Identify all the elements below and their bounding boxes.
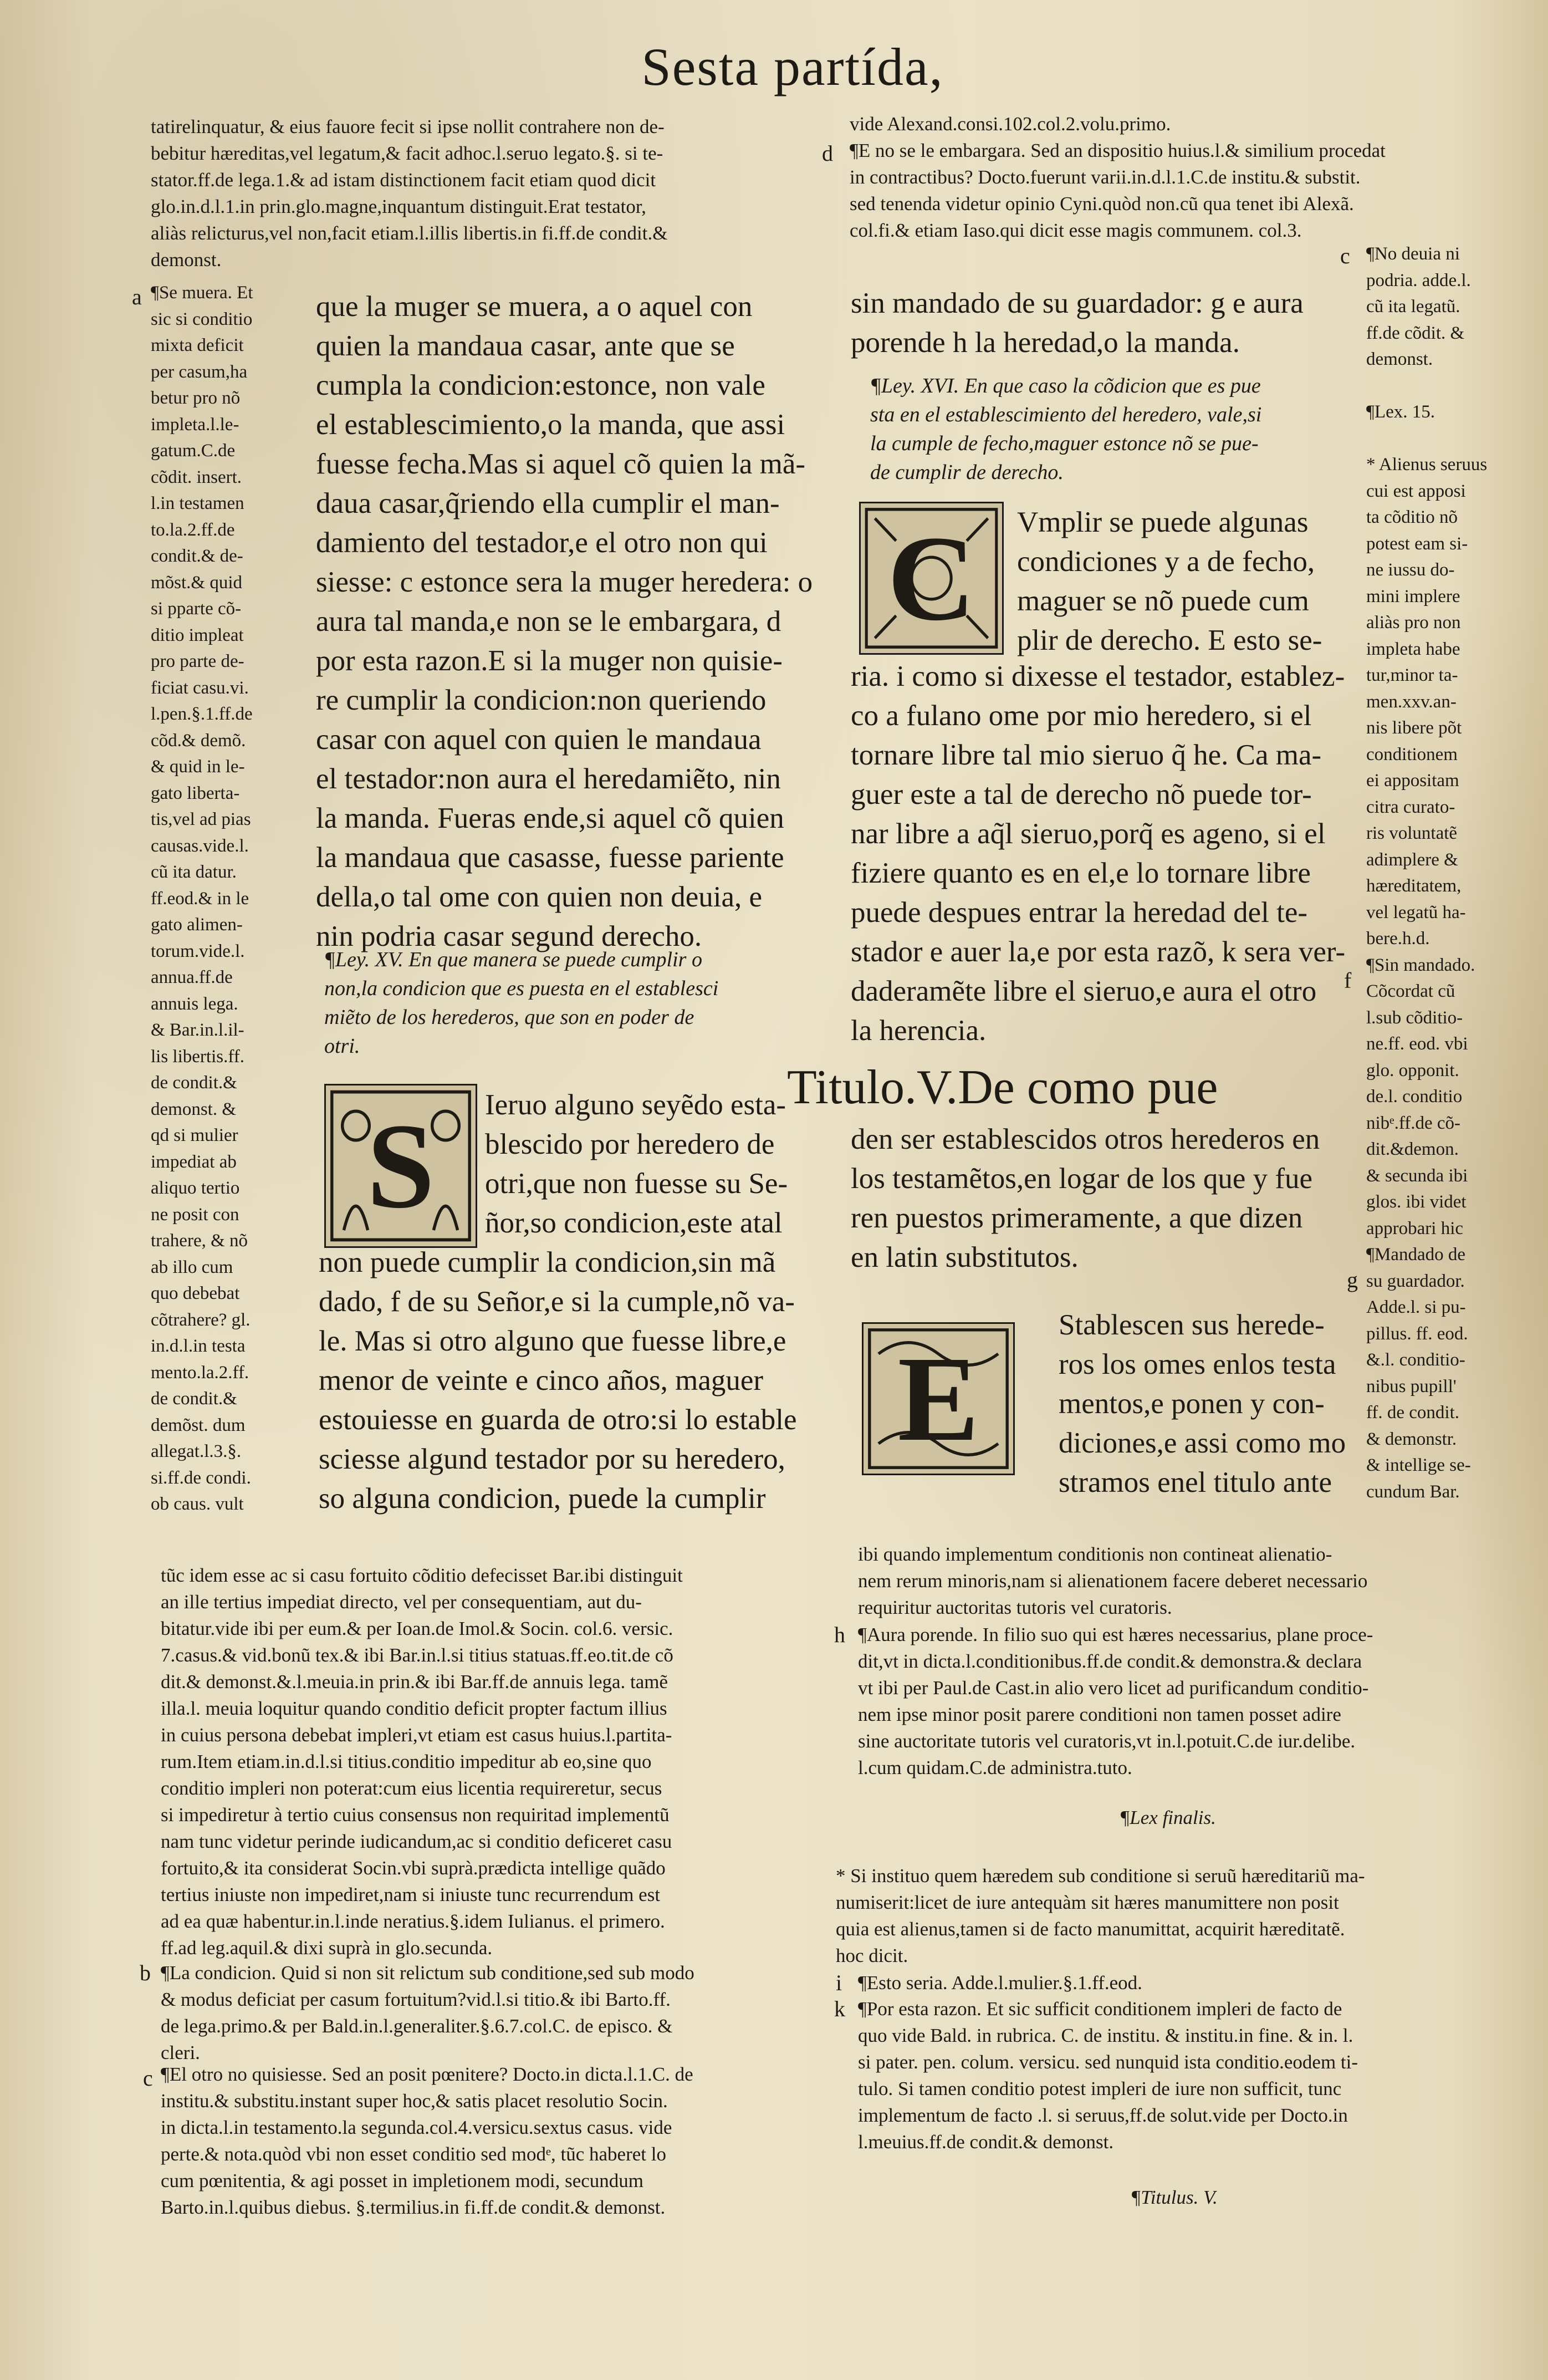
text-line: de cumplir de derecho. (870, 461, 1064, 484)
text-line: nis libere põt (1366, 718, 1462, 738)
text-line: quia est alienus,tamen si de facto manumittat, acquirit hæreditatẽ. (836, 1918, 1345, 1940)
text-line: cundum Bar. (1366, 1481, 1460, 1502)
note-marker-f: f (1344, 968, 1352, 993)
text-line: tertius iniuste non impediret,nam si iniuste tunc recurrendum est (161, 1884, 661, 1905)
text-line: cõtrahere? gl. (151, 1309, 251, 1330)
text-line: si pparte cõ- (151, 599, 242, 619)
text-line: nibus pupill' (1366, 1376, 1457, 1397)
text-line: Adde.l. si pu- (1366, 1297, 1466, 1317)
text-line: quo vide Bald. in rubrica. C. de institu. & institu.in fine. & in. l. (858, 2025, 1353, 2046)
titulo-heading: Titulo.V.De como pue (787, 1061, 1218, 1114)
text-line: estouiesse en guarda de otro:si lo estable (319, 1404, 797, 1436)
gloss-h (858, 1622, 1523, 1781)
text-line: ficiat casu.vi. (151, 677, 249, 698)
text-line: sta en el establescimiento del heredero, vale,si (870, 403, 1262, 426)
text-line: ne.ff. eod. vbi (1366, 1034, 1468, 1054)
text-line: sin mandado de su guardador: g e aura (851, 287, 1304, 319)
gloss-b (161, 1960, 826, 2066)
text-line: ria. i como si dixesse el testador, establez- (851, 660, 1345, 692)
text-line: cõdit. insert. (151, 467, 242, 487)
text-line: l.cum quidam.C.de administra.tuto. (858, 1757, 1132, 1778)
text-line: col.fi.& etiam Iaso.qui dicit esse magis communem. col.3. (850, 220, 1302, 241)
text-line: l.in testamen (151, 493, 244, 513)
ley15-rubric (324, 945, 812, 1061)
text-line: torum.vide.l. (151, 941, 245, 961)
ley16-text (851, 657, 1350, 1051)
text-line: stador e auer la,e por esta razõ, k sera ver- (851, 936, 1346, 968)
text-line: quo debebat (151, 1283, 240, 1303)
text-line: ¶Aura porende. In filio suo qui est hæres necessarius, plane proce- (858, 1624, 1373, 1645)
text-line: ditio impleat (151, 625, 244, 645)
text-line: citra curato- (1366, 797, 1455, 817)
text-line: Cõcordat cũ (1366, 981, 1455, 1001)
text-line: ¶Por esta razon. Et sic sufficit conditionem impleri de facto de (858, 1998, 1342, 2020)
text-line: siesse: c estonce sera la muger heredera: o (316, 566, 813, 598)
text-line: stator.ff.de lega.1.& ad istam distinctionem facit etiam quod dicit (151, 169, 656, 191)
text-line: den ser establescidos otros herederos en (851, 1123, 1320, 1155)
text-line: in dicta.l.in testamento.la segunda.col.4.versicu.sextus casus. vide (161, 2117, 672, 2138)
text-line: mixta deficit (151, 335, 244, 355)
text-line: requiritur auctoritas tutoris vel curatoris. (858, 1597, 1172, 1618)
text-line: tũc idem esse ac si casu fortuito cõditio defecisset Bar.ibi distinguit (161, 1564, 683, 1586)
text-line: trahere, & nõ (151, 1231, 248, 1251)
text-line: de lega.primo.& per Bald.in.l.generaliter.§.6.7.col.C. de episco. & (161, 2015, 673, 2037)
text-line: l.pen.§.1.ff.de (151, 704, 253, 724)
text-line: tulo. Si tamen conditio potest impleri de iure non sufficit, tunc (858, 2078, 1342, 2099)
text-line: sine auctoritate tutoris vel curatoris,vt in.l.potuit.C.de iur.delibe. (858, 1730, 1356, 1752)
text-line: qd si mulier (151, 1125, 238, 1145)
text-line: menor de veinte e cinco años, maguer (319, 1364, 764, 1397)
text-line: la herencia. (851, 1015, 987, 1047)
text-line: ¶Ley. XV. En que manera se puede cumplir o (324, 948, 702, 971)
text-line: ob caus. vult (151, 1494, 244, 1514)
text-line: sed tenenda videtur opinio Cyni.quòd non.cũ qua tenet ibi Alexã. (850, 193, 1354, 215)
text-line: impleta.l.le- (151, 414, 239, 435)
text-line: numiserit:licet de iure antequàm sit hæres manumittere non posit (836, 1892, 1339, 1913)
left-gloss-narrow (151, 280, 295, 1518)
text-line: & secunda ibi (1366, 1165, 1468, 1186)
text-line: hoc dicit. (836, 1945, 908, 1966)
text-line: & demonstr. (1366, 1429, 1457, 1449)
text-line: ñor,so condicion,este atal (485, 1207, 783, 1239)
text-line: si pater. pen. colum. versicu. sed nunquid ista conditio.eodem ti- (858, 2051, 1358, 2073)
text-line: mõst.& quid (151, 572, 243, 593)
text-line: miẽto de los herederos, que son en poder de (324, 1006, 694, 1029)
text-line: tur,minor ta- (1366, 665, 1458, 685)
text-line: Stablescen sus herede- (1059, 1309, 1325, 1341)
gloss-c (161, 2061, 826, 2221)
gloss-i: ¶Esto seria. Adde.l.mulier.§.1.ff.eod. (858, 1972, 1142, 1994)
text-line: ¶El otro no quisiesse. Sed an posit pœnitere? Docto.in dicta.l.1.C. de (161, 2063, 693, 2085)
ley16-text-opening (1017, 503, 1361, 660)
note-marker-c: c (143, 2066, 153, 2091)
text-line: bitatur.vide ibi per eum.& per Ioan.de Imol.& Socin. col.6. versic. (161, 1618, 673, 1639)
note-marker-h: h (834, 1622, 845, 1647)
text-line (1366, 426, 1527, 452)
text-line: de condit.& (151, 1073, 237, 1093)
left-gloss-top (151, 114, 816, 273)
note-marker-i: i (836, 1970, 842, 1995)
text-line: dit.&demon. (1366, 1139, 1459, 1159)
text-line: demõst. dum (151, 1415, 246, 1435)
text-line: conditio impleri non poterat:cum eius licentia requireretur, secus (161, 1777, 662, 1799)
text-line: cũ ita datur. (151, 862, 237, 882)
text-line: ne iussu do- (1366, 560, 1455, 580)
text-line: conditionem (1366, 744, 1458, 765)
text-line: ¶Lex. 15. (1366, 402, 1435, 422)
text-line: & modus deficiat per casum fortuitum?vid.l.si titio.& ibi Barto.ff. (161, 1989, 671, 2010)
text-line: cleri. (161, 2042, 200, 2063)
text-line: la manda. Fueras ende,si aquel cõ quien (316, 802, 784, 834)
text-line: ¶Se muera. Et (151, 283, 253, 303)
text-line: & Bar.in.l.il- (151, 1020, 244, 1040)
titulo-subtitle (851, 1120, 1350, 1277)
ley15-text (319, 1243, 818, 1518)
text-line: tornare libre tal mio sieruo q̃ he. Ca ma- (851, 739, 1322, 771)
text-line: men.xxv.an- (1366, 691, 1457, 712)
text-line: pillus. ff. eod. (1366, 1323, 1468, 1344)
text-line: implementum de facto .l. si seruus,ff.de solut.vide per Docto.in (858, 2104, 1348, 2126)
text-line: cõd.& demõ. (151, 730, 246, 751)
text-line: ad ea quæ habentur.in.l.inde neratius.§.idem Iulianus. el primero. (161, 1910, 665, 1932)
text-line: nem ipse minor posit parere conditioni non tamen posset adire (858, 1704, 1341, 1725)
text-line: potest eam si- (1366, 533, 1468, 554)
text-line: nibᵉ.ff.de cõ- (1366, 1113, 1461, 1133)
text-line (1366, 373, 1527, 400)
text-line: an ille tertius impediat directo, vel per consequentiam, aut du- (161, 1591, 642, 1613)
text-line: lis libertis.ff. (151, 1046, 244, 1067)
text-line: otri,que non fuesse su Se- (485, 1168, 788, 1200)
text-line: aura tal manda,e non se le embargara, d (316, 605, 781, 638)
text-line: si.ff.de condi. (151, 1467, 251, 1488)
initial-letter: E (897, 1331, 979, 1466)
text-line: approbari hic (1366, 1218, 1464, 1239)
text-line: podria. adde.l. (1366, 270, 1471, 291)
text-line: annua.ff.de (151, 967, 233, 987)
text-line: la cumple de fecho,maguer estonce nõ se pue- (870, 432, 1259, 455)
text-line: maguer se nõ puede cum (1017, 585, 1309, 617)
text-line: demonst. (151, 249, 222, 271)
decorated-initial-c (859, 502, 1004, 655)
text-line: ¶Ley. XVI. En que caso la cõdicion que es pue (870, 374, 1261, 397)
text-line: aliàs pro non (1366, 613, 1461, 633)
text-line: mento.la.2.ff. (151, 1362, 249, 1383)
text-line: Vmplir se puede algunas (1017, 506, 1309, 538)
note-marker-a: a (132, 284, 142, 309)
text-line: glo.in.d.l.1.in prin.glo.magne,inquantum distinguit.Erat testator, (151, 196, 646, 217)
text-line: su guardador. (1366, 1271, 1465, 1291)
text-line: gatum.C.de (151, 441, 236, 461)
text-line: ¶La condicion. Quid si non sit relictum sub conditione,sed sub modo (161, 1962, 694, 1984)
text-line: aliquo tertio (151, 1178, 240, 1198)
text-line: puede despues entrar la heredad del te- (851, 896, 1308, 929)
right-gloss-top (850, 111, 1515, 244)
text-line: otri. (324, 1034, 360, 1058)
text-line: institu.& substitu.instant super hoc,& satis placet resolutio Socin. (161, 2090, 668, 2112)
text-line: cum pœnitentia, & agi posset in impletionem modi, secundum (161, 2170, 643, 2192)
text-line: in contractibus? Docto.fuerunt varii.in.d.l.1.C.de institu.& substit. (850, 166, 1361, 188)
initial-letter: S (366, 1098, 435, 1234)
text-line: ¶No deuia ni (1366, 244, 1460, 264)
text-line: adimplere & (1366, 849, 1458, 870)
text-line: ff.ad leg.aquil.& dixi suprà in glo.secunda. (161, 1937, 493, 1959)
note-marker-g: g (1347, 1267, 1358, 1292)
text-line: ¶Sin mandado. (1366, 955, 1475, 975)
text-line: vt ibi per Paul.de Cast.in alio vero licet ad purificandum conditio- (858, 1677, 1369, 1699)
text-line: ei appositam (1366, 771, 1459, 791)
text-line: guer este a tal de derecho nõ puede tor- (851, 778, 1312, 811)
text-line: * Si instituo quem hæredem sub conditione si seruũ hæreditariũ ma- (836, 1865, 1365, 1887)
text-line: los testamẽtos,en logar de los que y fue (851, 1163, 1313, 1195)
text-line: illa.l. meuia loquitur quando conditio deficit propter factum illius (161, 1698, 667, 1719)
text-line: gato alimen- (151, 915, 243, 935)
text-line: nem rerum minoris,nam si alienationem facere deberet necessario (858, 1570, 1368, 1592)
titulus-footer: ¶Titulus. V. (1131, 2187, 1218, 2208)
text-line: vel legatũ ha- (1366, 902, 1466, 923)
star-note (836, 1863, 1523, 1969)
text-line: quien la mandaua casar, ante que se (316, 330, 735, 362)
text-line: bere.h.d. (1366, 929, 1430, 949)
text-line: ne posit con (151, 1204, 239, 1225)
text-line: 7.casus.& vid.bonũ tex.& ibi Bar.in.l.si titius statuas.ff.eo.tit.de cõ (161, 1644, 673, 1666)
text-line: ros los omes enlos testa (1059, 1348, 1336, 1380)
text-line: ff.eod.& in le (151, 888, 249, 909)
text-line: bebitur hæreditas,vel legatum,& facit adhoc.l.seruo legato.§. si te- (151, 142, 663, 164)
text-line: in cuius persona debebat impleri,vt etiam est casus huius.l.partita- (161, 1724, 672, 1746)
text-line: fortuito,& ita considerat Socin.vbi suprà.prædicta intellige quãdo (161, 1857, 666, 1879)
text-line: l.meuius.ff.de condit.& demonst. (858, 2131, 1114, 2153)
text-line: * Alienus seruus (1366, 455, 1488, 475)
text-line: daua casar,q̃riendo ella cumplir el man- (316, 487, 780, 519)
page-header: Sesta partída, (641, 37, 944, 96)
text-line: della,o tal ome con quien non deuia, e (316, 881, 763, 913)
text-line: demonst. & (151, 1099, 236, 1119)
text-line: dit,vt in dicta.l.conditionibus.ff.de condit.& demonstra.& declara (858, 1650, 1362, 1672)
text-line: aliàs relicturus,vel non,facit etiam.l.illis libertis.in fi.ff.de condit.& (151, 222, 668, 244)
text-line: ab illo cum (151, 1257, 233, 1277)
text-line: nar libre a aq̃l sieruo,porq̃ es ageno, si el (851, 818, 1326, 850)
ley16-rubric (870, 371, 1358, 487)
text-line: vide Alexand.consi.102.col.2.volu.primo. (850, 113, 1171, 135)
text-line: en latin substitutos. (851, 1241, 1079, 1273)
text-line: ff.de cõdit. & (1366, 323, 1465, 343)
text-line: ta cõditio nõ (1366, 507, 1458, 527)
text-line: le. Mas si otro alguno que fuesse libre,e (319, 1325, 786, 1357)
text-line: mini implere (1366, 586, 1460, 607)
right-margin-gloss (1366, 241, 1527, 1505)
text-line: daderamẽte libre el sieruo,e aura el otro (851, 975, 1317, 1007)
text-line: nin podria casar segund derecho. (316, 920, 702, 952)
text-line: ¶Mandado de (1366, 1245, 1465, 1265)
text-line: Barto.in.l.quibus diebus. §.termilius.in fi.ff.de condit.& demonst. (161, 2196, 666, 2218)
text-line: tatirelinquatur, & eius fauore fecit si ipse nollit contrahere non de- (151, 116, 665, 137)
text-line: que la muger se muera, a o aquel con (316, 291, 753, 323)
lex-finalis: ¶Lex finalis. (1120, 1807, 1216, 1828)
note-marker-d: d (822, 141, 833, 166)
text-line: ¶E no se le embargara. Sed an dispositio huius.l.& similium procedat (850, 140, 1386, 161)
text-line: ff. de condit. (1366, 1403, 1460, 1423)
note-marker-k: k (834, 1996, 845, 2021)
text-line: hæreditatem, (1366, 876, 1462, 896)
text-line: impediat ab (151, 1151, 237, 1172)
left-gloss-bottom (161, 1562, 826, 1961)
text-line: so alguna condicion, puede la cumplir (319, 1482, 766, 1515)
text-line: demonst. (1366, 349, 1433, 369)
text-line: & quid in le- (151, 757, 245, 777)
text-line: mentos,e ponen y con- (1059, 1388, 1325, 1420)
text-line: el testador:non aura el heredamiẽto, nin (316, 763, 781, 795)
ley15-text-opening (485, 1085, 818, 1243)
text-line: tis,vel ad pias (151, 809, 251, 829)
text-line: condit.& de- (151, 546, 243, 566)
text-line: non puede cumplir la condicion,sin mã (319, 1246, 776, 1278)
text-line: porende h la heredad,o la manda. (851, 327, 1240, 359)
text-line: de condit.& (151, 1389, 237, 1409)
titulo-text-opening (1059, 1306, 1358, 1502)
text-line: dado, f de su Señor,e si la cumple,nõ va- (319, 1286, 795, 1318)
text-line: la mandaua que casasse, fuesse pariente (316, 842, 784, 874)
decorated-initial-s (324, 1084, 477, 1248)
text-line: fiziere quanto es en el,e lo tornare libre (851, 857, 1311, 889)
text-line: por esta razon.E si la muger non quisie- (316, 645, 783, 677)
text-line: ibi quando implementum conditionis non contineat alienatio- (858, 1543, 1332, 1565)
text-line: cumpla la condicion:estonce, non vale (316, 369, 765, 401)
text-line: cũ ita legatũ. (1366, 297, 1460, 317)
note-marker-b: b (140, 1960, 151, 1985)
text-line: el establescimiento,o la manda, que assi (316, 409, 785, 441)
decorated-initial-e (862, 1322, 1015, 1475)
text-line: l.sub cõditio- (1366, 1007, 1463, 1028)
right-main-text (851, 284, 1350, 363)
text-line: &.l. conditio- (1366, 1350, 1465, 1370)
text-line: casar con aquel con quien le mandaua (316, 723, 762, 756)
text-line: diciones,e assi como mo (1059, 1427, 1346, 1459)
text-line: re cumplir la condicion:non queriendo (316, 684, 767, 716)
text-line: & intellige se- (1366, 1455, 1471, 1475)
text-line: si impediretur à tertio cuius consensus non requiritad implementũ (161, 1804, 670, 1826)
initial-letter: C (887, 510, 975, 646)
text-line: cui est apposi (1366, 481, 1466, 501)
text-line: co a fulano ome por mio heredero, si el (851, 700, 1312, 732)
text-line: to.la.2.ff.de (151, 519, 235, 540)
gloss-k (858, 1996, 1523, 2155)
text-line: sic si conditio (151, 309, 253, 329)
text-line: ren puestos primeramente, a que dizen (851, 1202, 1303, 1234)
text-line: damiento del testador,e el otro non qui (316, 527, 768, 559)
text-line: pro parte de- (151, 651, 244, 671)
text-line: allegat.l.3.§. (151, 1441, 242, 1461)
text-line: fuesse fecha.Mas si aquel cõ quien la mã- (316, 448, 805, 480)
left-main-text (316, 287, 815, 956)
text-line: sciesse algund testador por su heredero, (319, 1443, 785, 1475)
text-line: glo. opponit. (1366, 1060, 1459, 1081)
right-gloss-bottom (858, 1541, 1523, 1621)
text-line: glos. ibi videt (1366, 1192, 1467, 1212)
text-line: betur pro nõ (151, 388, 241, 408)
text-line: Ieruo alguno seyẽdo esta- (485, 1089, 786, 1121)
text-line: de.l. conditio (1366, 1087, 1463, 1107)
text-line: impleta habe (1366, 639, 1460, 659)
text-line: gato liberta- (151, 783, 240, 803)
text-line: rum.Item etiam.in.d.l.si titius.conditio impeditur ab eo,sine quo (161, 1751, 652, 1772)
text-line: plir de derecho. E esto se- (1017, 624, 1322, 656)
text-line: ris voluntatẽ (1366, 823, 1458, 843)
text-line: annuis lega. (151, 993, 238, 1014)
text-line: dit.& demonst.&.l.meuia.in prin.& ibi Bar.ff.de annuis lega. tamẽ (161, 1671, 668, 1693)
text-line: condiciones y a de fecho, (1017, 546, 1315, 578)
text-line: non,la condicion que es puesta en el establesci (324, 977, 719, 1000)
note-marker-c-right: c (1340, 243, 1350, 268)
text-line: causas.vide.l. (151, 835, 249, 856)
text-line: perte.& nota.quòd vbi non esset conditio sed modᵉ, tũc haberet lo (161, 2143, 666, 2165)
text-line: blescido por heredero de (485, 1128, 775, 1160)
text-line: nam tunc videtur perinde iudicandum,ac si conditio deficeret casu (161, 1831, 672, 1852)
text-line: stramos enel titulo ante (1059, 1466, 1332, 1499)
text-line: per casum,ha (151, 361, 248, 382)
text-line: in.d.l.in testa (151, 1336, 246, 1356)
